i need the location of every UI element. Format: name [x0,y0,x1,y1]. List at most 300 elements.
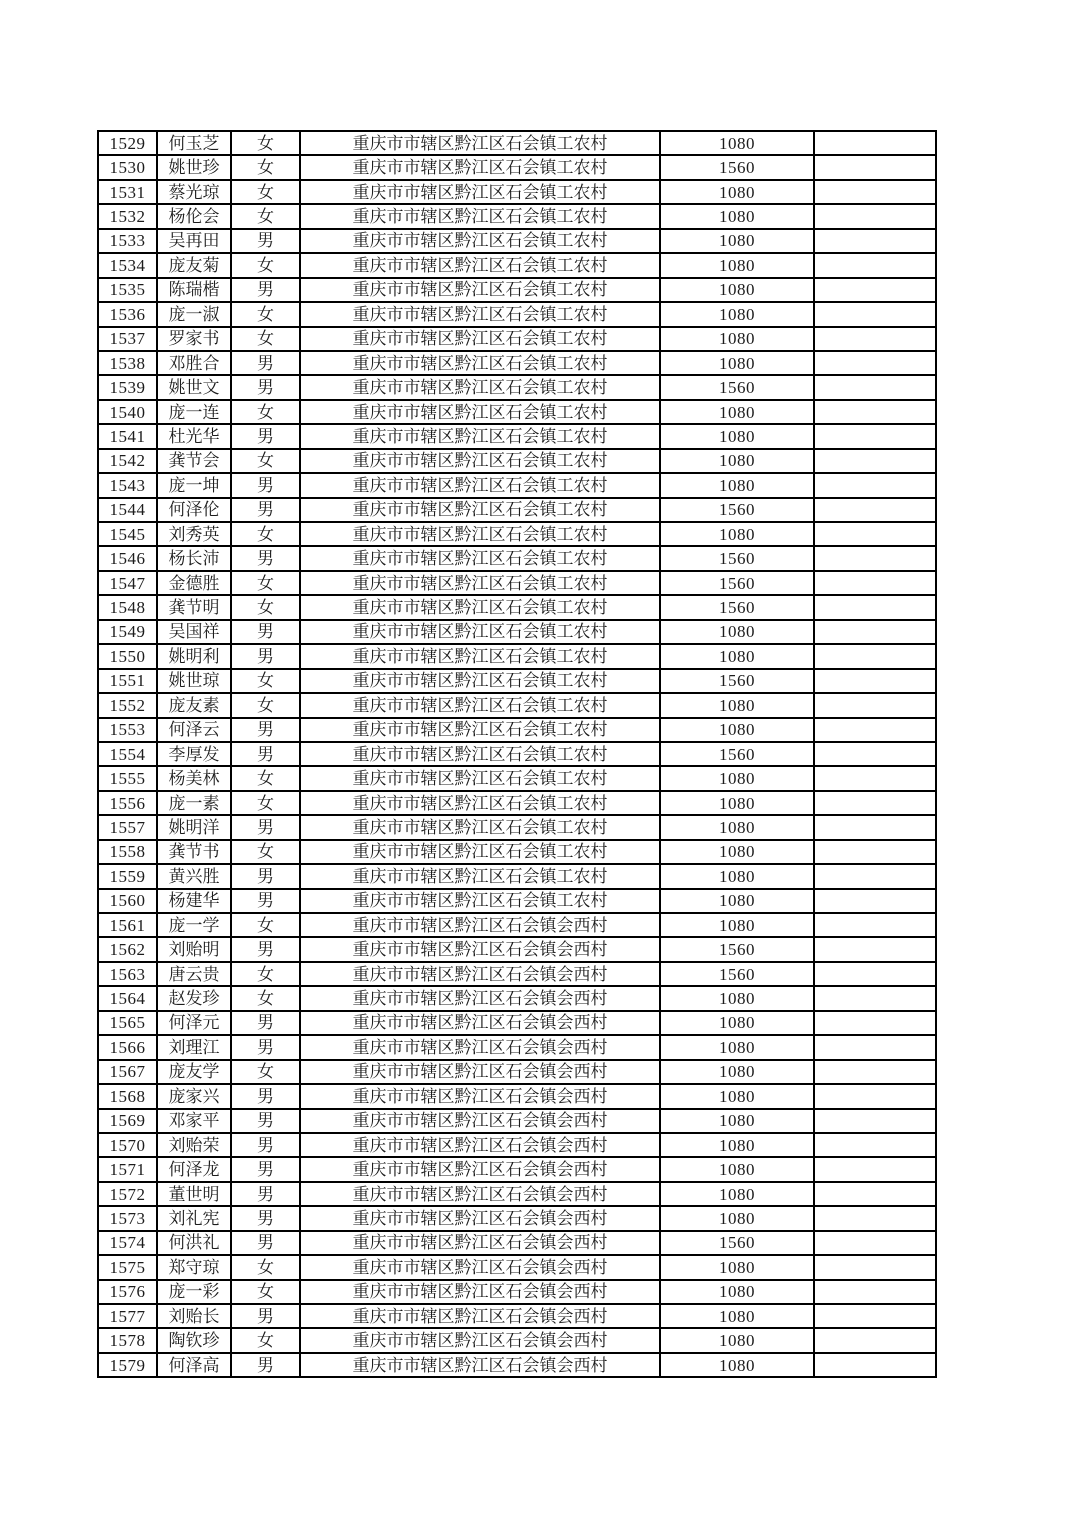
cell-note [814,1060,936,1084]
cell-note [814,864,936,888]
cell-address: 重庆市市辖区黔江区石会镇会西村 [300,1133,660,1157]
roster-table [97,130,937,1378]
cell-note [814,1280,936,1304]
cell-id: 1539 [98,375,157,399]
cell-note [814,1035,936,1059]
cell-name: 杨建华 [157,889,231,913]
cell-address: 重庆市市辖区黔江区石会镇工农村 [300,302,660,326]
cell-note [814,302,936,326]
cell-gender: 男 [231,742,300,766]
cell-id: 1576 [98,1280,157,1304]
table-row [98,620,936,644]
cell-amount: 1080 [660,889,814,913]
cell-gender: 女 [231,302,300,326]
cell-gender: 男 [231,1353,300,1377]
cell-address: 重庆市市辖区黔江区石会镇工农村 [300,498,660,522]
table-row [98,278,936,302]
cell-amount: 1080 [660,913,814,937]
cell-gender: 女 [231,595,300,619]
cell-name: 何玉芝 [157,131,231,155]
cell-note [814,498,936,522]
cell-gender: 男 [231,1157,300,1181]
cell-name: 龚节会 [157,449,231,473]
cell-note [814,473,936,497]
cell-address: 重庆市市辖区黔江区石会镇工农村 [300,204,660,228]
table-row [98,253,936,277]
cell-address: 重庆市市辖区黔江区石会镇工农村 [300,889,660,913]
table-row [98,400,936,424]
cell-id: 1542 [98,449,157,473]
cell-address: 重庆市市辖区黔江区石会镇工农村 [300,229,660,253]
cell-name: 杜光华 [157,424,231,448]
cell-amount: 1080 [660,449,814,473]
table-row [98,1255,936,1279]
cell-note [814,1011,936,1035]
cell-id: 1529 [98,131,157,155]
cell-amount: 1560 [660,1231,814,1255]
cell-amount: 1560 [660,155,814,179]
cell-name: 刘理江 [157,1035,231,1059]
cell-address: 重庆市市辖区黔江区石会镇会西村 [300,1157,660,1181]
table-row [98,327,936,351]
cell-id: 1575 [98,1255,157,1279]
cell-name: 庞家兴 [157,1084,231,1108]
cell-address: 重庆市市辖区黔江区石会镇工农村 [300,522,660,546]
cell-address: 重庆市市辖区黔江区石会镇会西村 [300,1328,660,1352]
cell-gender: 男 [231,1084,300,1108]
cell-amount: 1080 [660,302,814,326]
cell-amount: 1080 [660,229,814,253]
cell-amount: 1080 [660,766,814,790]
table-row [98,1328,936,1352]
cell-note [814,327,936,351]
table-row [98,766,936,790]
cell-amount: 1080 [660,1035,814,1059]
cell-address: 重庆市市辖区黔江区石会镇会西村 [300,1182,660,1206]
cell-id: 1550 [98,644,157,668]
cell-id: 1533 [98,229,157,253]
cell-name: 吴国祥 [157,620,231,644]
cell-amount: 1560 [660,571,814,595]
cell-address: 重庆市市辖区黔江区石会镇工农村 [300,424,660,448]
cell-address: 重庆市市辖区黔江区石会镇会西村 [300,1011,660,1035]
cell-address: 重庆市市辖区黔江区石会镇工农村 [300,180,660,204]
cell-gender: 男 [231,546,300,570]
cell-id: 1573 [98,1206,157,1230]
table-row [98,693,936,717]
cell-address: 重庆市市辖区黔江区石会镇会西村 [300,913,660,937]
cell-address: 重庆市市辖区黔江区石会镇工农村 [300,693,660,717]
cell-address: 重庆市市辖区黔江区石会镇会西村 [300,1255,660,1279]
table-row [98,302,936,326]
cell-id: 1553 [98,718,157,742]
cell-note [814,791,936,815]
cell-address: 重庆市市辖区黔江区石会镇工农村 [300,864,660,888]
cell-address: 重庆市市辖区黔江区石会镇工农村 [300,131,660,155]
table-row [98,204,936,228]
cell-name: 陈瑞楷 [157,278,231,302]
cell-gender: 女 [231,180,300,204]
cell-note [814,522,936,546]
table-row [98,889,936,913]
cell-amount: 1080 [660,1280,814,1304]
cell-note [814,644,936,668]
cell-gender: 男 [231,1182,300,1206]
cell-amount: 1080 [660,1353,814,1377]
cell-id: 1537 [98,327,157,351]
cell-gender: 女 [231,571,300,595]
cell-amount: 1080 [660,815,814,839]
cell-name: 姚明洋 [157,815,231,839]
table-row [98,1109,936,1133]
cell-note [814,986,936,1010]
table-row [98,1035,936,1059]
cell-id: 1574 [98,1231,157,1255]
cell-amount: 1080 [660,424,814,448]
cell-name: 庞一素 [157,791,231,815]
cell-amount: 1080 [660,253,814,277]
table-row [98,840,936,864]
cell-name: 杨长沛 [157,546,231,570]
cell-name: 庞一连 [157,400,231,424]
cell-note [814,1231,936,1255]
cell-id: 1544 [98,498,157,522]
cell-name: 庞友学 [157,1060,231,1084]
cell-gender: 女 [231,449,300,473]
cell-note [814,1255,936,1279]
table-row [98,546,936,570]
cell-amount: 1080 [660,473,814,497]
cell-gender: 女 [231,1255,300,1279]
cell-name: 姚明利 [157,644,231,668]
cell-address: 重庆市市辖区黔江区石会镇工农村 [300,840,660,864]
cell-gender: 男 [231,473,300,497]
cell-id: 1566 [98,1035,157,1059]
cell-name: 郑守琼 [157,1255,231,1279]
cell-note [814,424,936,448]
table-row [98,351,936,375]
cell-id: 1543 [98,473,157,497]
cell-note [814,131,936,155]
cell-note [814,1084,936,1108]
cell-gender: 男 [231,229,300,253]
cell-address: 重庆市市辖区黔江区石会镇工农村 [300,473,660,497]
cell-gender: 男 [231,351,300,375]
cell-gender: 女 [231,400,300,424]
cell-id: 1570 [98,1133,157,1157]
cell-amount: 1080 [660,620,814,644]
table-row [98,1060,936,1084]
cell-address: 重庆市市辖区黔江区石会镇工农村 [300,278,660,302]
cell-name: 龚节书 [157,840,231,864]
cell-amount: 1080 [660,693,814,717]
cell-name: 杨美林 [157,766,231,790]
cell-amount: 1080 [660,1304,814,1328]
cell-address: 重庆市市辖区黔江区石会镇会西村 [300,962,660,986]
cell-id: 1562 [98,937,157,961]
cell-id: 1534 [98,253,157,277]
table-row [98,155,936,179]
cell-gender: 男 [231,937,300,961]
cell-amount: 1080 [660,1206,814,1230]
table-row [98,864,936,888]
cell-note [814,400,936,424]
cell-address: 重庆市市辖区黔江区石会镇会西村 [300,1206,660,1230]
cell-id: 1577 [98,1304,157,1328]
table-row [98,498,936,522]
cell-id: 1552 [98,693,157,717]
cell-name: 蔡光琼 [157,180,231,204]
cell-amount: 1080 [660,1255,814,1279]
cell-gender: 女 [231,693,300,717]
cell-note [814,962,936,986]
cell-gender: 女 [231,791,300,815]
cell-gender: 女 [231,1280,300,1304]
table-row [98,229,936,253]
cell-address: 重庆市市辖区黔江区石会镇会西村 [300,1109,660,1133]
cell-address: 重庆市市辖区黔江区石会镇会西村 [300,1304,660,1328]
cell-id: 1545 [98,522,157,546]
cell-note [814,571,936,595]
cell-amount: 1080 [660,180,814,204]
cell-note [814,693,936,717]
cell-note [814,742,936,766]
cell-name: 庞友素 [157,693,231,717]
cell-id: 1531 [98,180,157,204]
table-row [98,1206,936,1230]
table-row [98,180,936,204]
cell-note [814,913,936,937]
cell-note [814,1182,936,1206]
cell-id: 1560 [98,889,157,913]
cell-name: 庞一学 [157,913,231,937]
cell-note [814,620,936,644]
cell-note [814,375,936,399]
cell-gender: 男 [231,644,300,668]
cell-note [814,766,936,790]
cell-id: 1559 [98,864,157,888]
cell-name: 金德胜 [157,571,231,595]
cell-gender: 男 [231,1133,300,1157]
cell-address: 重庆市市辖区黔江区石会镇工农村 [300,449,660,473]
cell-name: 邓胜合 [157,351,231,375]
cell-amount: 1080 [660,1060,814,1084]
cell-amount: 1080 [660,1109,814,1133]
cell-address: 重庆市市辖区黔江区石会镇会西村 [300,986,660,1010]
cell-amount: 1560 [660,375,814,399]
cell-gender: 女 [231,253,300,277]
cell-name: 黄兴胜 [157,864,231,888]
roster-table-body [98,131,936,1377]
cell-name: 刘礼宪 [157,1206,231,1230]
cell-id: 1536 [98,302,157,326]
cell-name: 刘贻荣 [157,1133,231,1157]
cell-amount: 1560 [660,962,814,986]
cell-gender: 女 [231,669,300,693]
table-row [98,1353,936,1377]
table-row [98,1304,936,1328]
cell-note [814,1353,936,1377]
table-row [98,595,936,619]
cell-id: 1541 [98,424,157,448]
cell-note [814,278,936,302]
cell-note [814,1157,936,1181]
cell-name: 邓家平 [157,1109,231,1133]
table-row [98,375,936,399]
cell-address: 重庆市市辖区黔江区石会镇工农村 [300,546,660,570]
cell-amount: 1080 [660,1182,814,1206]
table-row [98,937,936,961]
cell-amount: 1080 [660,327,814,351]
cell-note [814,1206,936,1230]
cell-id: 1572 [98,1182,157,1206]
cell-address: 重庆市市辖区黔江区石会镇会西村 [300,1084,660,1108]
cell-amount: 1080 [660,278,814,302]
cell-gender: 女 [231,962,300,986]
cell-address: 重庆市市辖区黔江区石会镇工农村 [300,742,660,766]
cell-note [814,815,936,839]
cell-id: 1532 [98,204,157,228]
table-row [98,815,936,839]
cell-name: 赵发珍 [157,986,231,1010]
table-row [98,473,936,497]
table-row [98,718,936,742]
cell-note [814,1328,936,1352]
cell-amount: 1080 [660,1157,814,1181]
cell-amount: 1080 [660,400,814,424]
cell-name: 庞一彩 [157,1280,231,1304]
cell-gender: 女 [231,840,300,864]
cell-amount: 1080 [660,1011,814,1035]
table-row [98,1182,936,1206]
cell-address: 重庆市市辖区黔江区石会镇工农村 [300,791,660,815]
cell-address: 重庆市市辖区黔江区石会镇工农村 [300,718,660,742]
cell-note [814,840,936,864]
cell-amount: 1080 [660,131,814,155]
table-row [98,986,936,1010]
cell-name: 刘贻长 [157,1304,231,1328]
cell-gender: 女 [231,522,300,546]
cell-amount: 1560 [660,742,814,766]
cell-id: 1557 [98,815,157,839]
table-row [98,131,936,155]
cell-id: 1554 [98,742,157,766]
cell-address: 重庆市市辖区黔江区石会镇工农村 [300,766,660,790]
cell-id: 1569 [98,1109,157,1133]
cell-name: 刘秀英 [157,522,231,546]
cell-id: 1568 [98,1084,157,1108]
cell-name: 姚世文 [157,375,231,399]
cell-address: 重庆市市辖区黔江区石会镇工农村 [300,375,660,399]
cell-address: 重庆市市辖区黔江区石会镇工农村 [300,620,660,644]
cell-id: 1558 [98,840,157,864]
cell-gender: 女 [231,986,300,1010]
cell-note [814,595,936,619]
cell-amount: 1560 [660,937,814,961]
cell-address: 重庆市市辖区黔江区石会镇工农村 [300,400,660,424]
cell-name: 吴再田 [157,229,231,253]
cell-amount: 1560 [660,669,814,693]
cell-id: 1579 [98,1353,157,1377]
cell-gender: 男 [231,424,300,448]
cell-address: 重庆市市辖区黔江区石会镇会西村 [300,1060,660,1084]
cell-name: 陶钦珍 [157,1328,231,1352]
cell-address: 重庆市市辖区黔江区石会镇工农村 [300,327,660,351]
cell-id: 1578 [98,1328,157,1352]
table-row [98,1280,936,1304]
cell-gender: 男 [231,620,300,644]
cell-gender: 女 [231,766,300,790]
table-row [98,571,936,595]
cell-note [814,204,936,228]
cell-note [814,1304,936,1328]
cell-name: 李厚发 [157,742,231,766]
cell-note [814,229,936,253]
cell-note [814,1109,936,1133]
cell-address: 重庆市市辖区黔江区石会镇工农村 [300,595,660,619]
cell-amount: 1080 [660,986,814,1010]
cell-gender: 女 [231,913,300,937]
cell-id: 1547 [98,571,157,595]
cell-gender: 男 [231,718,300,742]
cell-id: 1565 [98,1011,157,1035]
cell-gender: 男 [231,278,300,302]
cell-gender: 男 [231,889,300,913]
cell-id: 1567 [98,1060,157,1084]
cell-amount: 1560 [660,546,814,570]
cell-id: 1563 [98,962,157,986]
cell-note [814,1133,936,1157]
cell-address: 重庆市市辖区黔江区石会镇会西村 [300,1035,660,1059]
cell-note [814,449,936,473]
cell-id: 1564 [98,986,157,1010]
cell-id: 1530 [98,155,157,179]
cell-name: 何洪礼 [157,1231,231,1255]
cell-gender: 男 [231,1011,300,1035]
cell-id: 1551 [98,669,157,693]
cell-name: 龚节明 [157,595,231,619]
cell-gender: 男 [231,815,300,839]
cell-note [814,669,936,693]
cell-address: 重庆市市辖区黔江区石会镇会西村 [300,1353,660,1377]
cell-address: 重庆市市辖区黔江区石会镇会西村 [300,1280,660,1304]
cell-gender: 女 [231,1328,300,1352]
cell-id: 1556 [98,791,157,815]
cell-name: 姚世琼 [157,669,231,693]
table-row [98,424,936,448]
table-row [98,1133,936,1157]
cell-id: 1546 [98,546,157,570]
cell-id: 1535 [98,278,157,302]
cell-gender: 女 [231,155,300,179]
cell-amount: 1080 [660,840,814,864]
table-row [98,1231,936,1255]
cell-note [814,546,936,570]
cell-address: 重庆市市辖区黔江区石会镇工农村 [300,351,660,375]
cell-name: 杨伦会 [157,204,231,228]
table-row [98,913,936,937]
cell-name: 何泽云 [157,718,231,742]
cell-id: 1555 [98,766,157,790]
cell-id: 1549 [98,620,157,644]
cell-note [814,180,936,204]
cell-id: 1540 [98,400,157,424]
cell-address: 重庆市市辖区黔江区石会镇会西村 [300,1231,660,1255]
cell-amount: 1080 [660,718,814,742]
table-row [98,644,936,668]
cell-name: 庞一淑 [157,302,231,326]
table-row [98,1157,936,1181]
